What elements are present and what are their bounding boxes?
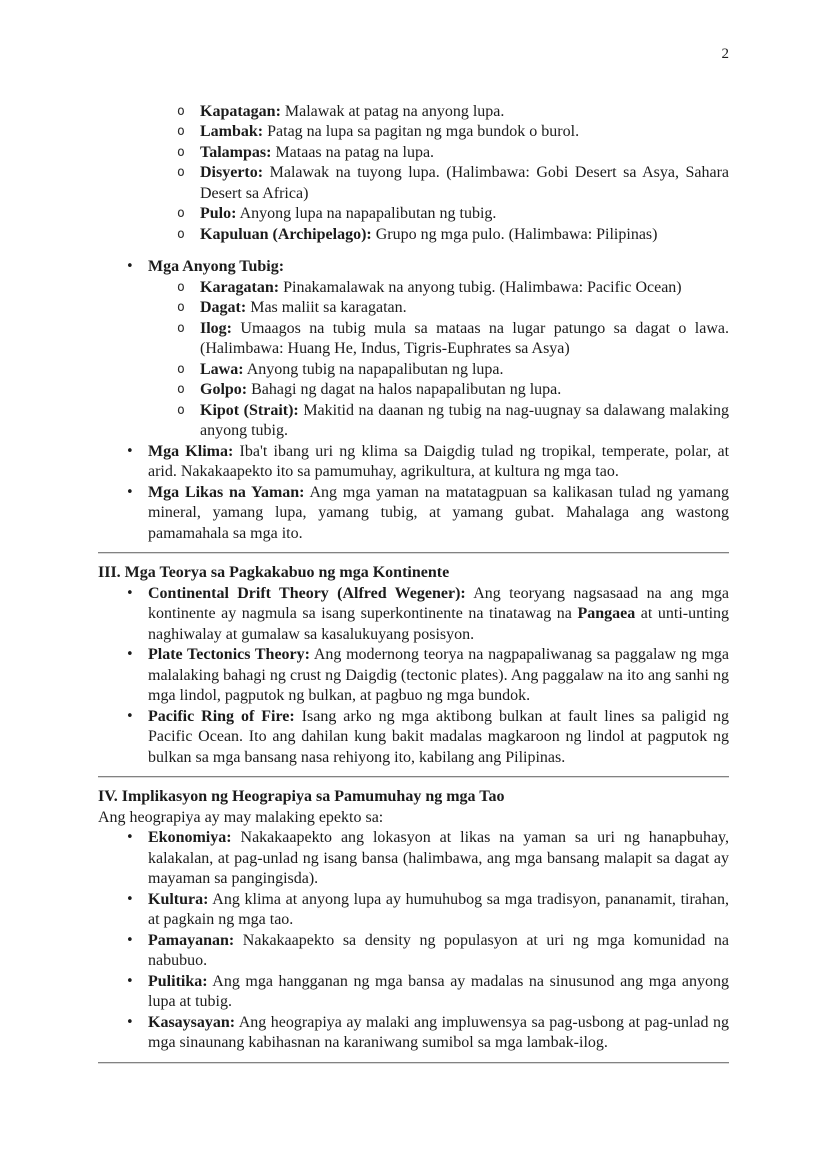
list-item-karagatan <box>98 278 729 299</box>
term-label: Kapuluan (Archipelago): <box>200 225 372 243</box>
klima-bullet <box>98 442 729 483</box>
disc-bullet-icon: • <box>126 830 134 845</box>
water-forms-bullet <box>98 257 729 278</box>
plate-tectonics-bullet <box>98 645 729 707</box>
kultura-bullet <box>98 890 729 931</box>
term-label: Disyerto: <box>200 164 264 181</box>
term-definition: Mataas na patag na lupa. <box>275 143 435 161</box>
section3-heading: III. Mga Teorya sa Pagkakabuo ng mga Kontinente <box>98 564 450 581</box>
circle-bullet-icon: o <box>177 300 185 315</box>
disc-bullet-icon: • <box>126 1014 134 1030</box>
circle-bullet-icon: o <box>177 144 185 160</box>
disc-bullet-icon: • <box>126 647 134 662</box>
term-definition: Anyong tubig na napapalibutan ng lupa. <box>246 360 504 378</box>
term-definition: Ang mga hangganan ng mga bansa ay madalas na sinusunod ang mga anyong lupa at tubig. <box>148 972 730 1010</box>
ring-of-fire-bullet <box>98 707 729 769</box>
term-label: Pulitika: <box>148 972 208 990</box>
term-label: Dagat: <box>200 299 247 316</box>
list-item-disyerto <box>98 163 729 204</box>
term-label: Pulo: <box>200 205 237 222</box>
pamayanan-bullet <box>98 931 729 972</box>
water-forms-label: Mga Anyong Tubig: <box>148 258 285 275</box>
circle-bullet-icon: o <box>177 165 185 180</box>
term-definition: Malawak na tuyong lupa. (Halimbawa: Gobi Desert sa Asya, Sahara Desert sa Africa) <box>200 164 730 202</box>
term-label: Lawa: <box>200 360 244 378</box>
section4-intro: Ang heograpiya ay may malaking epekto sa: <box>98 808 384 826</box>
circle-bullet-icon: o <box>177 382 185 397</box>
term-label: Pamayanan: <box>148 931 235 949</box>
term-definition: Anyong lupa na napapalibutan ng tubig. <box>239 205 497 222</box>
list-item-kipot <box>98 401 729 442</box>
term-definition: Makitid na daanan ng tubig na nag-uugnay sa dalawang malaking anyong tubig. <box>200 401 730 439</box>
term-definition: Nakakaapekto sa density ng populasyon at uri ng mga komunidad na nabubuo. <box>148 931 729 969</box>
list-item-dagat <box>98 298 729 319</box>
term-label: Lambak: <box>200 123 264 140</box>
list-item-pulo <box>98 204 729 225</box>
list-item-kapatagan <box>98 102 729 123</box>
term-definition: Pinakamalawak na anyong tubig. (Halimbawa: Pacific Ocean) <box>283 278 682 296</box>
circle-bullet-icon: o <box>177 361 185 377</box>
section-divider <box>98 1062 729 1064</box>
term-label: Golpo: <box>200 381 248 398</box>
term-label: Plate Tectonics Theory: <box>148 646 310 663</box>
term-definition: Isang arko ng mga aktibong bulkan at fault lines sa paligid ng Pacific Ocean. Ito ang dahilan kung bakit madalas magkaroon ng lindol at pagputok ng bulkan sa mga bansang nasa rehiyong ito, kabilang ang Pilipinas. <box>148 707 730 766</box>
list-item-kapuluan <box>98 225 729 246</box>
landforms-sublist <box>98 102 729 246</box>
water-forms-sublist <box>98 278 729 442</box>
term-label: Karagatan: <box>200 278 280 296</box>
list-item-talampas <box>98 143 729 164</box>
term-label: Pacific Ring of Fire: <box>148 707 295 725</box>
term-label: Ilog: <box>200 319 232 337</box>
section-divider <box>98 552 729 554</box>
list-item-ilog <box>98 319 729 360</box>
disc-bullet-icon: • <box>126 484 134 500</box>
term-definition: Nakakaapekto ang lokasyon at likas na yaman sa uri ng hanapbuhay, kalakalan, at pag-unlad ng isang bansa (halimbawa, ang mga bansang malapit sa dagat ay mayaman sa pangingisda). <box>148 829 730 887</box>
list-item-lawa <box>98 360 729 381</box>
section4-heading: IV. Implikasyon ng Heograpiya sa Pamumuhay ng mga Tao <box>98 788 505 805</box>
term-label: Continental Drift Theory (Alfred Wegener): <box>148 584 466 602</box>
term-label: Kultura: <box>148 890 209 908</box>
circle-bullet-icon: o <box>177 103 185 119</box>
term-definition: Grupo ng mga pulo. (Halimbawa: Pilipinas) <box>375 225 658 243</box>
term-definition: Umaagos na tubig mula sa mataas na lugar patungo sa dagat o lawa. (Halimbawa: Huang He, Indus, Tigris-Euphrates sa Asya) <box>200 319 730 357</box>
term-label: Mga Klima: <box>148 442 234 460</box>
inline-bold-pangaea: Pangaea <box>577 605 636 622</box>
term-label: Kapatagan: <box>200 102 281 120</box>
circle-bullet-icon: o <box>177 226 185 242</box>
term-definition: Mas maliit sa karagatan. <box>250 299 407 316</box>
term-definition: Ang heograpiya ay malaki ang impluwensya sa pag-usbong at pag-unlad ng mga sinaunang kabihasnan na karaniwang sumibol sa mga lambak-ilog. <box>148 1013 729 1051</box>
circle-bullet-icon: o <box>177 206 185 221</box>
circle-bullet-icon: o <box>177 279 185 295</box>
list-item-golpo <box>98 380 729 401</box>
term-label: Kipot (Strait): <box>200 401 299 419</box>
circle-bullet-icon: o <box>177 402 185 418</box>
term-definition: Iba't ibang uri ng klima sa Daigdig tulad ng tropikal, temperate, polar, at arid. Nakakaapekto ito sa pamumuhay, agrikultura, at kultura ng mga tao. <box>148 442 730 480</box>
term-label: Talampas: <box>200 143 272 161</box>
disc-bullet-icon: • <box>126 891 134 907</box>
term-definition: Ang mga yaman na matatagpuan sa kalikasan tulad ng yamang mineral, yamang lupa, yamang tubig, at yamang gubat. Mahalaga ang wastong pamamahala sa mga ito. <box>148 483 730 542</box>
ekonomiya-bullet <box>98 828 729 890</box>
term-label: Kasaysayan: <box>148 1013 236 1031</box>
term-label: Mga Likas na Yaman: <box>148 483 305 501</box>
disc-bullet-icon: • <box>126 259 134 274</box>
disc-bullet-icon: • <box>126 708 134 724</box>
term-definition: at unti-unting naghiwalay at gumalaw sa kasalukuyang posisyon. <box>148 605 730 643</box>
circle-bullet-icon: o <box>177 320 185 336</box>
pulitika-bullet <box>98 972 729 1013</box>
disc-bullet-icon: • <box>126 585 134 601</box>
term-definition: Patag na lupa sa pagitan ng mga bundok o burol. <box>267 123 580 140</box>
section-divider <box>98 776 729 778</box>
circle-bullet-icon: o <box>177 124 185 139</box>
kasaysayan-bullet <box>98 1013 729 1054</box>
page-number: 2 <box>721 46 729 62</box>
term-definition: Malawak at patag na anyong lupa. <box>284 102 505 120</box>
disc-bullet-icon: • <box>126 443 134 459</box>
term-definition: Bahagi ng dagat na halos napapalibutan ng lupa. <box>251 381 562 398</box>
term-definition: Ang klima at anyong lupa ay humuhubog sa mga tradisyon, pananamit, tirahan, at pagkain ng mga tao. <box>148 890 730 928</box>
term-definition: Ang modernong teorya na nagpapaliwanag sa paggalaw ng mga malalaking bahagi ng crust ng Daigdig (tectonic plates). Ang paggalaw na ito ang sanhi ng mga lindol, pagputok ng bulkan, at pagbuo ng mga bundok. <box>148 646 730 704</box>
disc-bullet-icon: • <box>126 932 134 948</box>
disc-bullet-icon: • <box>126 973 134 989</box>
list-item-lambak <box>98 122 729 143</box>
likas-na-yaman-bullet <box>98 483 729 545</box>
continental-drift-bullet <box>98 584 729 646</box>
term-definition: Ang teoryang nagsasaad na ang mga kontinente ay nagmula sa isang superkontinente na tinatawag na <box>148 584 729 622</box>
term-label: Ekonomiya: <box>148 829 232 846</box>
